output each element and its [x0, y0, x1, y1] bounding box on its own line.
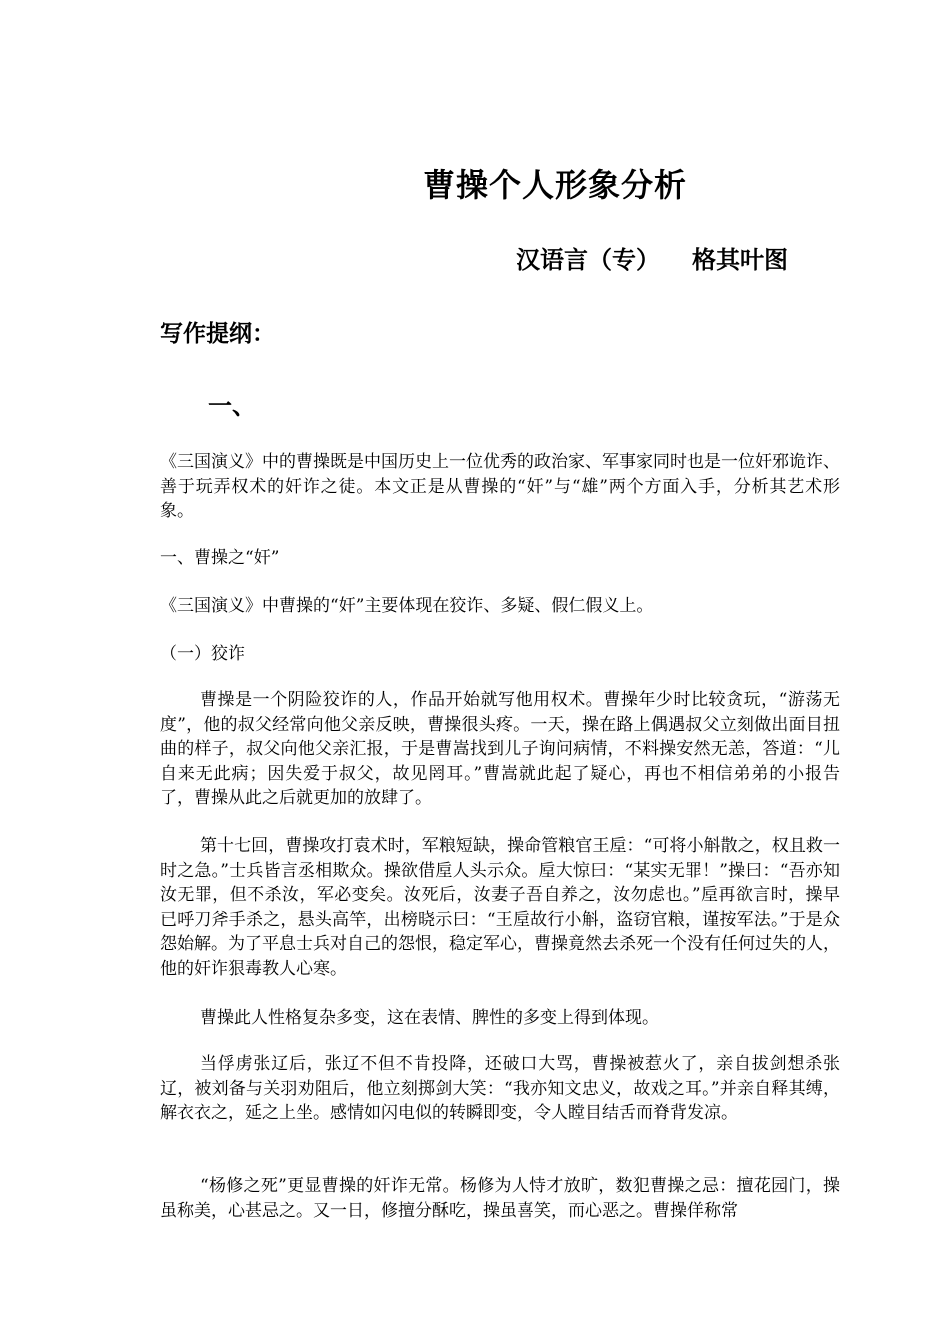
byline	[516, 240, 788, 275]
section-summary: 《三国演义》中曹操的“奸”主要体现在狡诈、多疑、假仁假义上。	[160, 596, 654, 616]
section-heading: 一、曹操之“奸”	[160, 548, 280, 568]
outline-number: 一、	[208, 392, 256, 420]
subsection-heading: （一）狡诈	[160, 644, 245, 664]
body-paragraph: 当俘虏张辽后，张辽不但不肯投降，还破口大骂，曹操被惹火了，亲自拔剑想杀张辽，被刘备与关羽劝阻后，他立刻掷剑大笑：“我亦知文忠义，故戏之耳。”并亲自释其缚，解衣衣之，延之上坐。感情如闪电似的转瞬即变，令人瞠目结舌而脊背发凉。	[160, 1054, 840, 1123]
document-title: 曹操个人形象分析	[423, 166, 688, 204]
body-paragraph: 曹操是一个阴险狡诈的人，作品开始就写他用权术。曹操年少时比较贪玩，“游荡无度”，他的叔父经常向他父亲反映，曹操很头疼。一天，操在路上偶遇叔父立刻做出面目扭曲的样子，叔父向他父亲汇报，于是曹嵩找到儿子询问病情，不料操安然无恙，答道：“儿自来无此病；因失爱于叔父，故见罔耳。”曹嵩就此起了疑心，再也不相信弟弟的小报告了，曹操从此之后就更加的放肆了。	[160, 690, 840, 808]
body-paragraph: 第十七回，曹操攻打袁术时，军粮短缺，操命管粮官王垕：“可将小斛散之，权且救一时之急。”士兵皆言丞相欺众。操欲借垕人头示众。垕大惊曰：“某实无罪！”操曰：“吾亦知汝无罪，但不杀汝，军必变矣。汝死后，汝妻子吾自养之，汝勿虑也。”垕再欲言时，操早已呼刀斧手杀之，悬头高竿，出榜晓示曰：“王垕故行小斛，盗窃官粮，谨按军法。”于是众怨始解。为了平息士兵对自己的怨恨，稳定军心，曹操竟然去杀死一个没有任何过失的人，他的奸诈狠毒教人心寒。	[160, 836, 840, 979]
byline-department: 汉语言（专）	[516, 246, 660, 274]
byline-author: 格其叶图	[692, 246, 788, 274]
intro-paragraph: 《三国演义》中的曹操既是中国历史上一位优秀的政治家、军事家同时也是一位奸邪诡诈、善于玩弄权术的奸诈之徒。本文正是从曹操的“奸”与“雄”两个方面入手，分析其艺术形象。	[160, 452, 840, 521]
body-paragraph: “杨修之死”更显曹操的奸诈无常。杨修为人恃才放旷，数犯曹操之忌：擅花园门，操虽称美，心甚忌之。又一日，修擅分酥吃，操虽喜笑，而心恶之。曹操佯称常	[160, 1176, 840, 1221]
outline-label: 写作提纲：	[160, 321, 275, 347]
body-paragraph: 曹操此人性格复杂多变，这在表情、脾性的多变上得到体现。	[200, 1008, 659, 1028]
